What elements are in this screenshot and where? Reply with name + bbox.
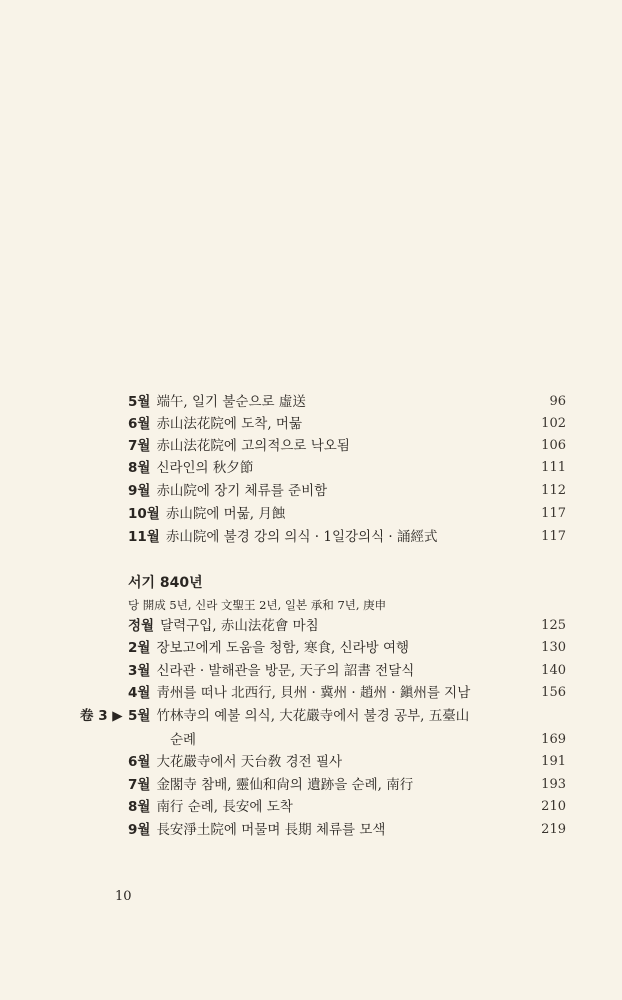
toc-title: 달력구입, 赤山法花會 마침: [160, 618, 319, 634]
toc-page: 111: [541, 460, 566, 475]
toc-month: 7월: [128, 438, 151, 454]
toc-page: 169: [541, 732, 566, 747]
toc-title: 赤山法花院에 고의적으로 낙오됨: [156, 438, 350, 454]
toc-entry-continuation: [128, 730, 566, 750]
year-subtitle: 당 開成 5년, 신라 文聖王 2년, 일본 承和 7년, 庚申: [128, 598, 387, 612]
toc-month: 5월: [128, 394, 151, 410]
toc-page: 130: [541, 640, 566, 655]
toc-title: 신라관 · 발해관을 방문, 天子의 詔書 전달식: [156, 663, 415, 679]
toc-entry: [128, 775, 566, 795]
toc-page: 117: [541, 506, 566, 521]
toc-month: 7월: [128, 777, 151, 793]
toc-page: 102: [541, 416, 566, 431]
toc-entry: [128, 683, 566, 703]
toc-month: 9월: [128, 483, 151, 499]
toc-page: 191: [541, 754, 566, 769]
toc-entry: [128, 527, 566, 547]
toc-page: 219: [541, 822, 566, 837]
year-heading: 서기 840년: [128, 575, 203, 591]
toc-entry: [128, 616, 566, 636]
toc-title-continuation: 순례: [170, 732, 197, 748]
toc-page: 210: [541, 799, 566, 814]
toc-page: 156: [541, 685, 566, 700]
toc-page: 112: [541, 483, 566, 498]
toc-month: 3월: [128, 663, 151, 679]
toc-month: 4월: [128, 685, 151, 701]
toc-entry: [128, 436, 566, 456]
toc-title: 端午, 일기 불순으로 虛送: [156, 394, 306, 410]
toc-month: 2월: [128, 640, 151, 656]
toc-title: 赤山院에 머묾, 月蝕: [165, 506, 286, 522]
toc-entry: [128, 797, 566, 817]
toc-entry: [128, 458, 566, 478]
page-number: 10: [115, 889, 132, 904]
toc-entry: [128, 392, 566, 412]
toc-month: 10월: [128, 506, 160, 522]
toc-entry: [128, 638, 566, 658]
toc-page: 140: [541, 663, 566, 678]
toc-page: 125: [541, 618, 566, 633]
toc-entry: [128, 706, 566, 726]
toc-title: 赤山院에 장기 체류를 준비함: [156, 483, 328, 499]
toc-month: 8월: [128, 460, 151, 476]
toc-month: 8월: [128, 799, 151, 815]
toc-entry: [128, 414, 566, 434]
volume-marker: 卷 3 ▶: [80, 708, 123, 724]
toc-title: 靑州를 떠나 北西行, 貝州 · 冀州 · 趙州 · 鎭州를 지남: [156, 685, 471, 701]
toc-page: 193: [541, 777, 566, 792]
toc-page: 96: [549, 394, 566, 409]
toc-title: 신라인의 秋夕節: [156, 460, 254, 476]
toc-title: 長安淨土院에 머물며 長期 체류를 모색: [156, 822, 386, 838]
toc-month: 5월: [128, 708, 151, 724]
toc-entry: [128, 752, 566, 772]
toc-page: 106: [541, 438, 566, 453]
toc-month: 6월: [128, 754, 151, 770]
toc-month: 11월: [128, 529, 160, 545]
toc-title: 金閣寺 참배, 靈仙和尙의 遺跡을 순례, 南行: [156, 777, 414, 793]
toc-entry: [128, 820, 566, 840]
toc-title: 장보고에게 도움을 청함, 寒食, 신라방 여행: [156, 640, 410, 656]
toc-month: 9월: [128, 822, 151, 838]
toc-title: 赤山院에 불경 강의 의식 · 1일강의식 · 誦經式: [165, 529, 438, 545]
toc-month: 정월: [128, 618, 155, 634]
toc-page: 117: [541, 529, 566, 544]
toc-title: 大花嚴寺에서 天台敎 경전 필사: [156, 754, 343, 770]
toc-month: 6월: [128, 416, 151, 432]
toc-entry: [128, 481, 566, 501]
toc-entry: [128, 661, 566, 681]
toc-title: 南行 순례, 長安에 도착: [156, 799, 293, 815]
toc-title: 赤山法花院에 도착, 머묾: [156, 416, 303, 432]
toc-title: 竹林寺의 예불 의식, 大花嚴寺에서 불경 공부, 五臺山: [156, 708, 470, 724]
toc-entry: [128, 504, 566, 524]
